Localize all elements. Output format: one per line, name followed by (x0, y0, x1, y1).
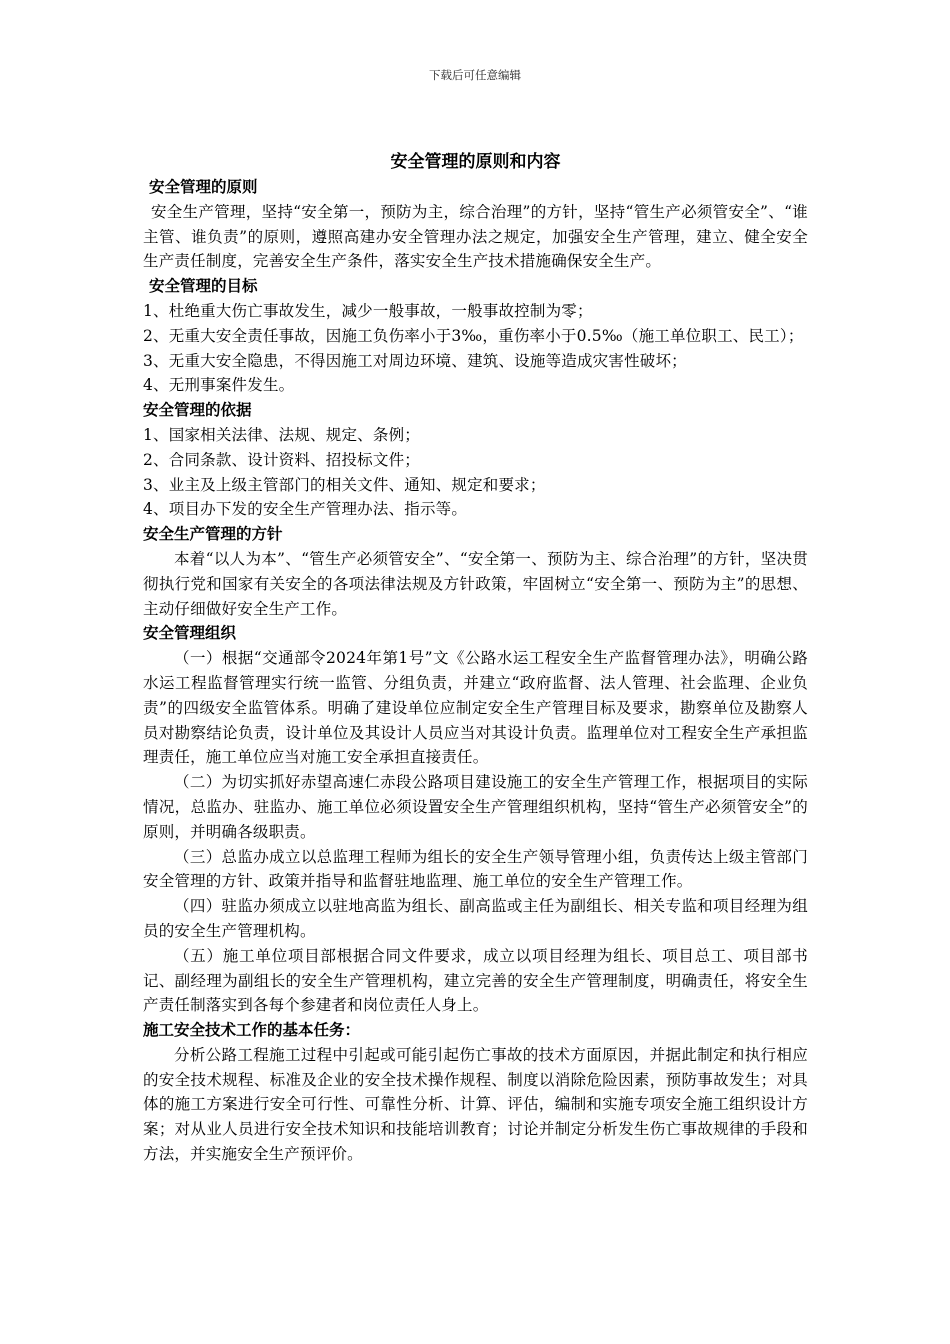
basis-item: 3、业主及上级主管部门的相关文件、通知、规定和要求； (143, 475, 546, 494)
basis-item: 4、项目办下发的安全生产管理办法、指示等。 (143, 500, 468, 519)
goal-item: 2、无重大安全责任事故，因施工负伤率小于3‰，重伤率小于0.5‰（施工单位职工、民工）； (143, 326, 804, 345)
goal-item: 1、杜绝重大伤亡事故发生，减少一般事故，一般事故控制为零； (143, 301, 593, 320)
organization-paragraph: （五）施工单位项目部根据合同文件要求，成立以项目经理为组长、项目总工、项目部书记、副经理为副组长的安全生产管理机构，建立完善的安全生产管理制度，明确责任，将安全生产责任制落实到各每个参建者和岗位责任人身上。 (143, 946, 808, 1015)
section-heading-policy: 安全生产管理的方针 (143, 525, 283, 544)
goal-item: 4、无刑事案件发生。 (143, 376, 295, 395)
section-heading-tasks: 施工安全技术工作的基本任务： (143, 1021, 361, 1040)
section-heading-goals: 安全管理的目标 (149, 277, 258, 296)
tasks-paragraph: 分析公路工程施工过程中引起或可能引起伤亡事故的技术方面原因，并据此制定和执行相应的安全技术规程、标准及企业的安全技术操作规程、制度以消除危险因素，预防事故发生；对具体的施工方案进行安全可行性、可靠性分析、计算、评估，编制和实施专项安全施工组织设计方案；对从业人员进行安全技术知识和技能培训教育；讨论并制定分析发生伤亡事故规律的手段和方法，并实施安全生产预评价。 (143, 1045, 808, 1164)
section-heading-organization: 安全管理组织 (143, 624, 237, 643)
organization-paragraph: （一）根据“交通部令2024年第1号”文《公路水运工程安全生产监督管理办法》，明确公路水运工程监督管理实行统一监管、分组负责，并建立“政府监督、法人管理、社会监理、企业负责”的四级安全监管体系。明确了建设单位应制定安全生产管理目标及要求，勘察单位及勘察人员对勘察结论负责，设计单位及其设计人员应当对其设计负责。监理单位对工程安全生产承担监理责任，施工单位应当对施工安全承担直接责任。 (143, 649, 808, 767)
organization-paragraph: （三）总监办成立以总监理工程师为组长的安全生产领导管理小组，负责传达上级主管部门安全管理的方针、政策并指导和监督驻地监理、施工单位的安全生产管理工作。 (143, 847, 808, 891)
document-body (143, 149, 808, 1167)
section-heading-basis: 安全管理的依据 (143, 401, 252, 420)
section-heading-principles: 安全管理的原则 (149, 178, 258, 196)
header-note: 下载后可任意编辑 (429, 68, 521, 82)
organization-paragraph: （四）驻监办须成立以驻地高监为组长、副高监或主任为副组长、相关专监和项目经理为组员的安全生产管理机构。 (143, 897, 808, 940)
organization-paragraph: （二）为切实抓好赤望高速仁赤段公路项目建设施工的安全生产管理工作，根据项目的实际情况，总监办、驻监办、施工单位必须设置安全生产管理组织机构，坚持“管生产必须管安全”的原则，并明确各级职责。 (143, 773, 808, 841)
principles-paragraph: 安全生产管理，坚持“安全第一，预防为主，综合治理”的方针，坚持“管生产必须管安全”、“谁主管、谁负责”的原则，遵照高建办安全管理办法之规定，加强安全生产管理，建立、健全安全生产责任制度，完善安全生产条件，落实安全生产技术措施确保安全生产。 (143, 202, 808, 271)
policy-paragraph: 本着“以人为本”、“管生产必须管安全”、“安全第一、预防为主、综合治理”的方针，坚决贯彻执行党和国家有关安全的各项法律法规及方针政策，牢固树立“安全第一、预防为主”的思想、主动仔细做好安全生产工作。 (143, 549, 808, 618)
basis-item: 2、合同条款、设计资料、招投标文件； (143, 450, 420, 469)
basis-item: 1、国家相关法律、法规、规定、条例； (143, 425, 420, 444)
document-title: 安全管理的原则和内容 (390, 152, 561, 172)
goal-item: 3、无重大安全隐患，不得因施工对周边环境、建筑、设施等造成灾害性破坏； (143, 351, 687, 370)
